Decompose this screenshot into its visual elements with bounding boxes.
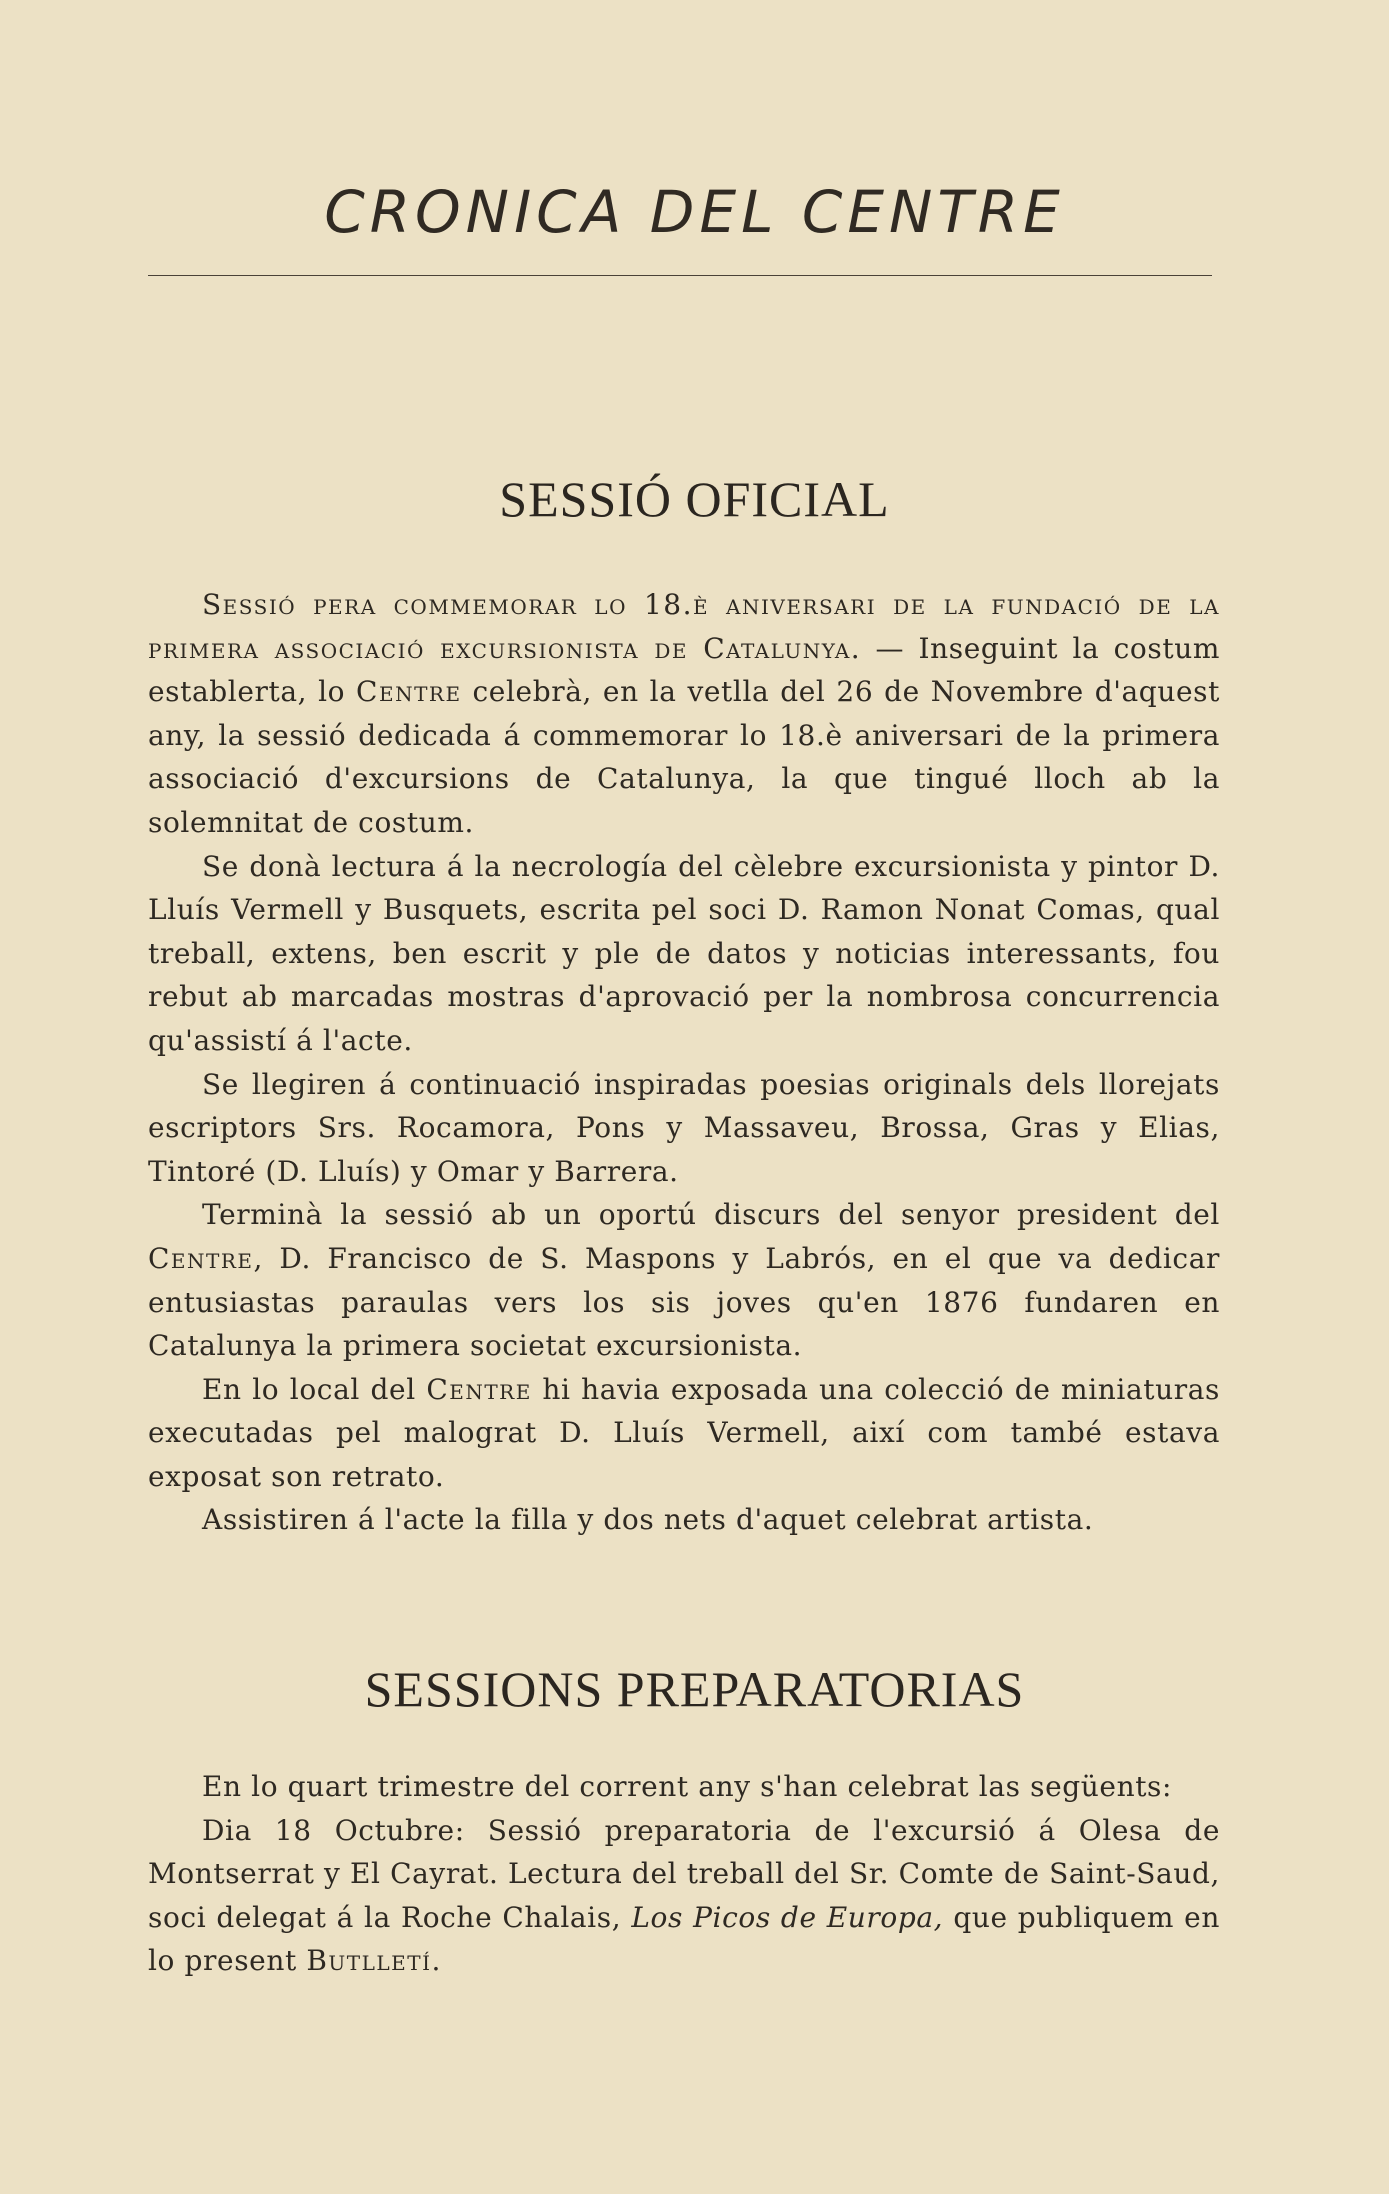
paragraph: Assistiren á l'acte la filla y dos nets d'aquet celebrat artista. xyxy=(202,1503,1094,1537)
section-heading-sessio-oficial: SESSIÓ OFICIAL xyxy=(499,471,890,527)
paragraph: En lo quart trimestre del corrent any s'han celebrat las següents: xyxy=(202,1770,1173,1803)
paragraph: Sessió pera commemorar lo 18.è aniversari de la fundació de la primera associació excursionista de Catalunya. — Inseguint la costum establerta, lo Centre celebrà, en la vetlla del 26 de Novembre d'aquest any, la sessió dedicada á commemorar lo 18.è aniversari de la primera associació d'excursions de Catalunya, la que tingué lloch ab la solemnitat de costum. xyxy=(148,588,1220,839)
paragraph: Se donà lectura á la necrología del cèlebre excursionista y pintor D. Lluís Vermell y Busquets, escrita pel soci D. Ramon Nonat Comas, qual treball, extens, ben escrit y ple de datos y noticias interessants, fou rebut ab marcadas mostras d'aprovació per la nombrosa concurrencia qu'assistí á l'acte. xyxy=(148,849,1220,1057)
lead-small-caps: Sessió pera commemorar lo 18.è aniversari de la fundació de la primera associació excursionista de Catalunya. xyxy=(148,588,1220,665)
paragraph: Se llegiren á continuació inspiradas poesias originals dels llorejats escriptors Srs. Rocamora, Pons y Massaveu, Brossa, Gras y Elias, Tintoré (D. Lluís) y Omar y Barrera. xyxy=(148,1067,1220,1188)
paragraph: Terminà la sessió ab un oportú discurs del senyor president del Centre, D. Francisco de S. Maspons y Labrós, en el que va dedicar entusiastas paraulas vers los sis joves qu'en 1876 fundaren en Catalunya la primera societat excursionista. xyxy=(148,1198,1220,1363)
sessio-oficial-text xyxy=(148,583,1220,1542)
title-divider xyxy=(148,275,1212,276)
sessions-preparatorias-text xyxy=(148,1765,1220,1983)
section-heading-sessions-preparatorias: SESSIONS PREPARATORIAS xyxy=(364,1661,1025,1717)
paragraph: Dia 18 Octubre: Sessió preparatoria de l'excursió á Olesa de Montserrat y El Cayrat. Lectura del treball del Sr. Comte de Saint-Saud, soci delegat á la Roche Chalais, Los Picos de Europa, que publiquem en lo present Butlletí. xyxy=(148,1813,1220,1978)
page-title: CRONICA DEL CENTRE xyxy=(324,178,1065,246)
paragraph: En lo local del Centre hi havia exposada una colecció de miniaturas executadas pel malograt D. Lluís Vermell, així com també estava exposat son retrato. xyxy=(148,1372,1220,1493)
